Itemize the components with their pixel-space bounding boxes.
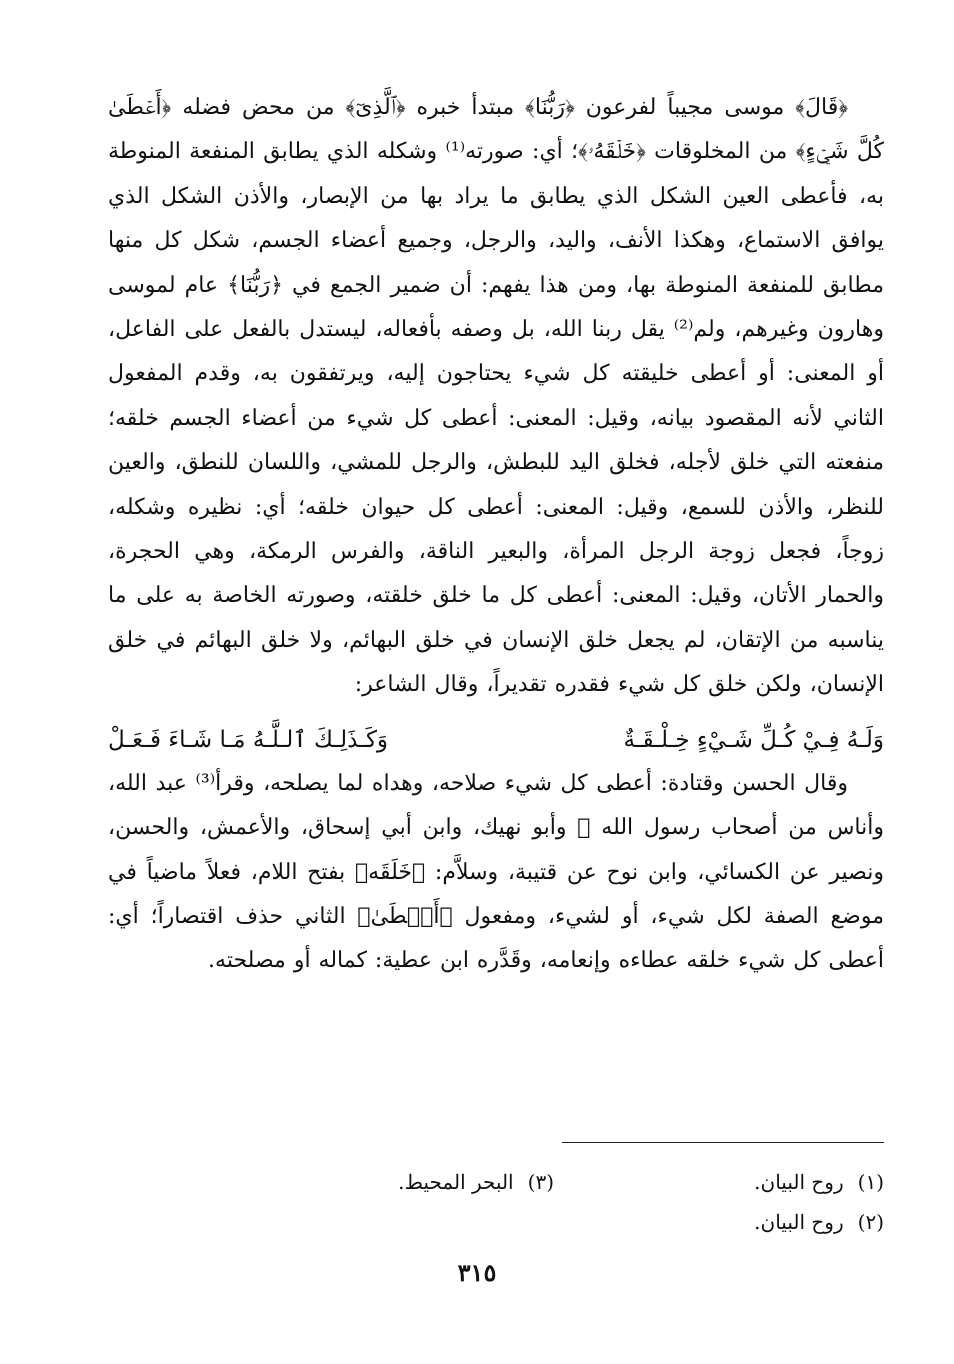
paragraph-2: وقال الحسن وقتادة: أعطى كل شيء صلاحه، وهداه لما يصلحه، وقرأ⁽³⁾ عبد الله، وأناس من أصحاب رسول الله ﷺ وأبو نهيك، وابن أبي إسحاق، والأعمش، والحسن، ونصير عن الكسائي، وابن نوح عن قتيبة، وسلاَّم: ﴿خَلَقَه﴾ بفتح اللام، فعلاً ماضياً في موضع الصفة لكل شيء، أو لشيء، ومفعول ﴿أَعۡطَىٰ﴾ الثاني حذف اقتصاراً؛ أي: أعطى كل شيء خلقه عطاءه وإنعامه، وقَدَّره ابن عطية: كماله أو مصلحته. <box>108 770 884 974</box>
footnote-1-text: روح البيان. <box>754 1170 844 1194</box>
footnote-2-number: (٢) <box>857 1210 884 1234</box>
footnote-row <box>108 1202 884 1242</box>
footnote-1-number: (١) <box>857 1170 884 1194</box>
footnote-divider <box>562 1142 884 1143</box>
poem-left-hemistich: وَكَـذَلِـكَ ٱلـلَّـهُ مَـا شَـاءَ فَـعَـلْ <box>108 726 389 753</box>
footnote-3-text: البحر المحيط. <box>398 1170 514 1194</box>
footnotes <box>108 1162 884 1242</box>
poem-verse <box>108 720 884 760</box>
main-text <box>108 86 884 984</box>
footnote-3-number: (٣) <box>527 1170 554 1194</box>
paragraph-1: ﴿قَالَ﴾ موسى مجيباً لفرعون ﴿رَبُّنَا﴾ مبتدأ خبره ﴿ٱلَّذِىٓ﴾ من محض فضله ﴿أَعۡطَىٰ كُلَّ شَيۡءٍ﴾ من المخلوقات ﴿خَلۡقَهُۥ﴾؛ أي: صورته⁽¹⁾ وشكله الذي يطابق المنفعة المنوطة به، فأعطى العين الشكل الذي يطابق ما يراد بها من الإبصار، والأذن الشكل الذي يوافق الاستماع، وهكذا الأنف، واليد، والرجل، وجميع أعضاء الجسم، شكل كل منها مطابق للمنفعة المنوطة بها، ومن هذا يفهم: أن ضمير الجمع في ﴿رَبُّنَا﴾ عام لموسى وهارون وغيرهم، ولم⁽²⁾ يقل ربنا الله، بل وصفه بأفعاله، ليستدل بالفعل على الفاعل، أو المعنى: أو أعطى خليقته كل شيء يحتاجون إليه، ويرتفقون به، وقدم المفعول الثاني لأنه المقصود بيانه، وقيل: المعنى: أعطى كل شيء من أعضاء الجسم خلقه؛ منفعته التي خلق لأجله، فخلق اليد للبطش، والرجل للمشي، واللسان للنطق، والعين للنظر، والأذن للسمع، وقيل: المعنى: أعطى كل حيوان خلقه؛ أي: نظيره وشكله، زوجاً، فجعل زوجة الرجل المرأة، والبعير الناقة، والفرس الرمكة، وهي الحجرة، والحمار الأتان، وقيل: المعنى: أعطى كل ما خلق خلقته، وصورته الخاصة به على ما يناسبه من الإتقان، لم يجعل خلق الإنسان في خلق البهائم، ولا خلق البهائم في خلق الإنسان، ولكن خلق كل شيء فقدره تقديراً، وقال الشاعر: <box>108 95 884 698</box>
footnote-row <box>108 1162 884 1202</box>
footnote-2-text: روح البيان. <box>754 1210 844 1234</box>
page-number: ٣١٥ <box>457 1258 497 1287</box>
poem-right-hemistich: وَلَـهُ فِـيْ كُـلِّ شَـيْءٍ خِـلْـقَـةٌ <box>623 726 884 753</box>
footnote-3 <box>224 1162 554 1202</box>
footnote-2 <box>554 1202 884 1242</box>
footnote-1 <box>554 1162 884 1202</box>
